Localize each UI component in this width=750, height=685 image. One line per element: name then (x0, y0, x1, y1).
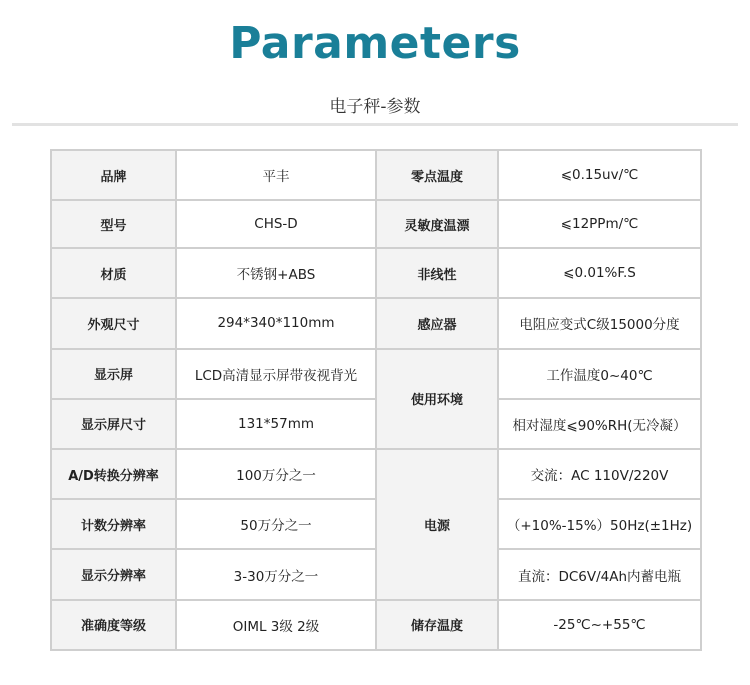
param-label: 使用环境 (376, 349, 498, 449)
param-label: 型号 (51, 200, 176, 248)
param-value: 131*57mm (176, 399, 376, 449)
table-row (51, 150, 701, 200)
table-row (51, 248, 701, 298)
param-label: 感应器 (376, 298, 498, 348)
param-value: 100万分之一 (176, 449, 376, 499)
param-value: 相对湿度⩽90%RH(无冷凝） (498, 399, 701, 449)
param-value: ⩽0.01%F.S (498, 248, 701, 298)
divider (12, 123, 738, 126)
param-value: ⩽0.15uv/℃ (498, 150, 701, 200)
param-value: OIML 3级 2级 (176, 600, 376, 650)
param-label: 外观尺寸 (51, 298, 176, 348)
table-row (51, 449, 701, 499)
table-row (51, 600, 701, 650)
param-value: 50万分之一 (176, 499, 376, 549)
param-value: 电阻应变式C级15000分度 (498, 298, 701, 348)
table-row (51, 298, 701, 348)
page-title: Parameters (229, 18, 521, 69)
param-label: 电源 (376, 449, 498, 600)
param-value: 不锈钢+ABS (176, 248, 376, 298)
param-label: 显示屏 (51, 349, 176, 399)
param-label: 储存温度 (376, 600, 498, 650)
param-value: LCD高清显示屏带夜视背光 (176, 349, 376, 399)
param-value: 交流：AC 110V/220V (498, 449, 701, 499)
table-row (51, 349, 701, 399)
param-label: 显示屏尺寸 (51, 399, 176, 449)
param-value: 294*340*110mm (176, 298, 376, 348)
param-label: 计数分辨率 (51, 499, 176, 549)
param-label: 灵敏度温漂 (376, 200, 498, 248)
param-value: ⩽12PPm/℃ (498, 200, 701, 248)
param-value: 3-30万分之一 (176, 549, 376, 599)
param-label: 材质 (51, 248, 176, 298)
param-value: （+10%-15%）50Hz(±1Hz) (498, 499, 701, 549)
param-label: 非线性 (376, 248, 498, 298)
param-value: 直流：DC6V/4Ah内蓄电瓶 (498, 549, 701, 599)
param-label: 零点温度 (376, 150, 498, 200)
param-value: CHS-D (176, 200, 376, 248)
param-label: 准确度等级 (51, 600, 176, 650)
page-subtitle: 电子秤-参数 (329, 97, 421, 117)
param-value: 平丰 (176, 150, 376, 200)
table-row (51, 200, 701, 248)
param-label: A/D转换分辨率 (51, 449, 176, 499)
param-value: 工作温度0~40℃ (498, 349, 701, 399)
param-label: 品牌 (51, 150, 176, 200)
param-label: 显示分辨率 (51, 549, 176, 599)
param-value: -25℃~+55℃ (498, 600, 701, 650)
parameters-table (50, 149, 702, 651)
